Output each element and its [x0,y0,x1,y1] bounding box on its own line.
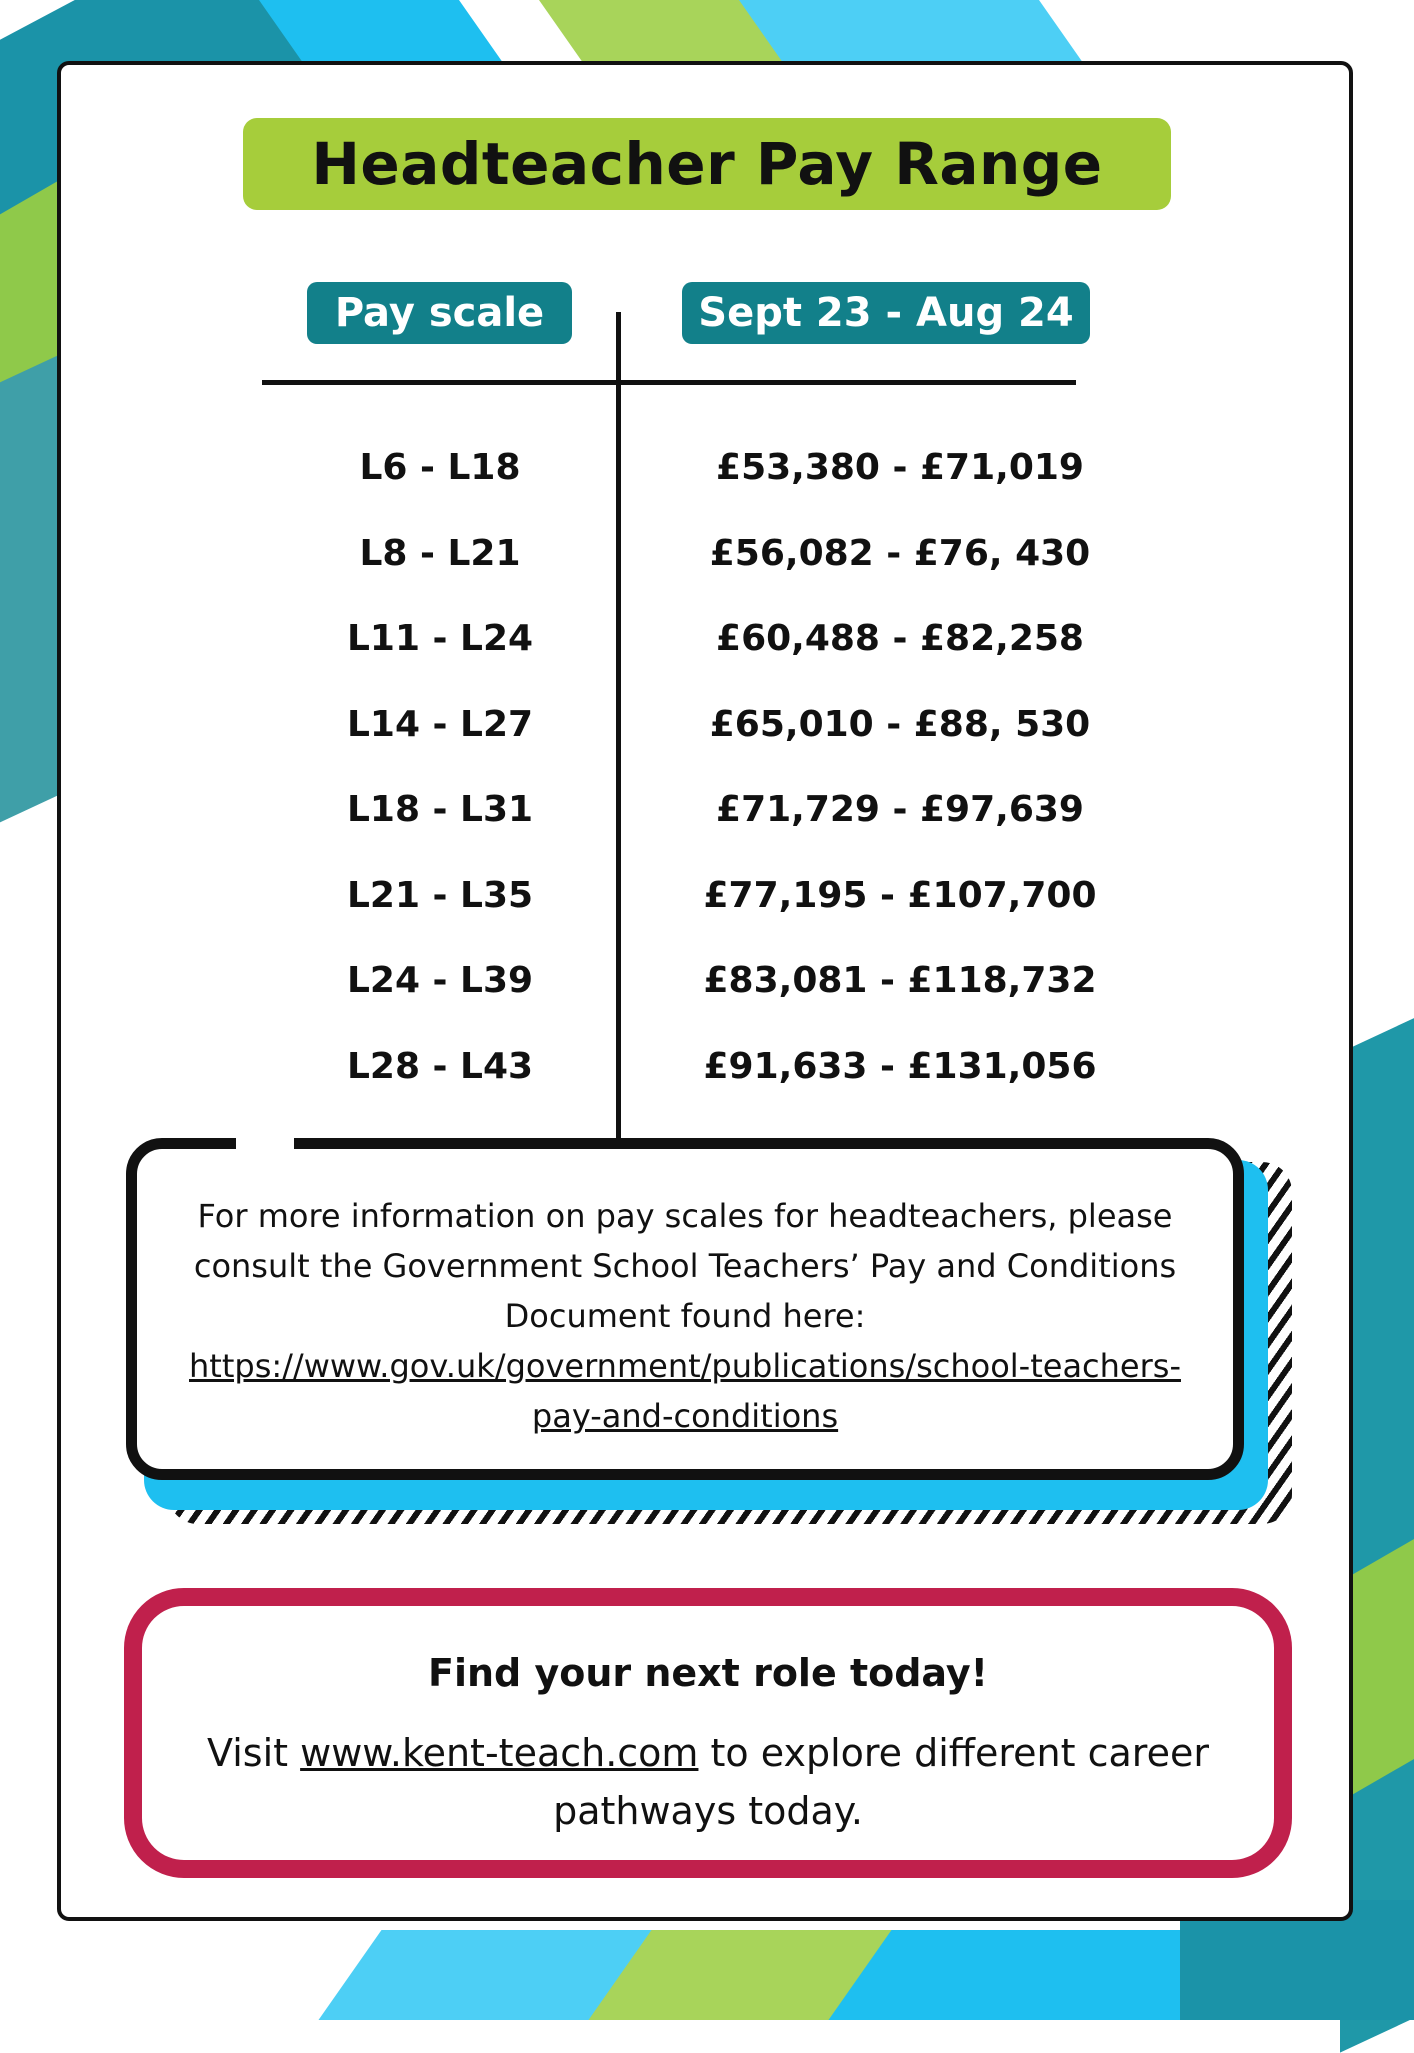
salary-cell: £91,633 - £131,056 [703,1046,1097,1087]
salary-cell: £65,010 - £88, 530 [709,704,1091,745]
pay-scale-cell: L18 - L31 [346,789,534,830]
cta-body [182,1724,1234,1840]
pay-scale-cell: L14 - L27 [346,704,534,745]
kent-teach-link[interactable]: www.kent-teach.com [300,1731,699,1775]
pay-conditions-link[interactable]: https://www.gov.uk/government/publications/school-teachers-pay-and-conditions [189,1347,1181,1435]
info-box-border-gap [236,1130,294,1156]
cta-box [124,1588,1292,1878]
info-text: For more information on pay scales for headteachers, please consult the Government School Teachers’ Pay and Conditions Document found here: [193,1197,1177,1335]
page-title: Headteacher Pay Range [243,118,1171,210]
pay-scale-cell: L8 - L21 [359,533,521,574]
info-box [126,1138,1244,1480]
cta-suffix: to explore different career pathways today. [553,1731,1209,1833]
salary-cell: £60,488 - £82,258 [716,618,1084,659]
salary-cell: £83,081 - £118,732 [703,960,1097,1001]
salary-cell: £77,195 - £107,700 [703,875,1097,916]
salary-cell: £56,082 - £76, 430 [709,533,1091,574]
table-divider-horizontal [262,380,1076,385]
cta-prefix: Visit [207,1731,301,1775]
column-header-pay-scale: Pay scale [307,282,572,344]
cta-title: Find your next role today! [427,1651,989,1695]
column-header-salary: Sept 23 - Aug 24 [682,282,1090,344]
pay-scale-cell: L21 - L35 [346,875,534,916]
table-divider-vertical [616,312,621,1138]
background-shape [732,0,1088,70]
pay-scale-cell: L6 - L18 [359,447,521,488]
pay-scale-cell: L28 - L43 [346,1046,534,1087]
pay-scale-cell: L24 - L39 [346,960,534,1001]
pay-scale-cell: L11 - L24 [346,618,534,659]
salary-cell: £71,729 - £97,639 [716,789,1084,830]
salary-cell: £53,380 - £71,019 [716,447,1084,488]
